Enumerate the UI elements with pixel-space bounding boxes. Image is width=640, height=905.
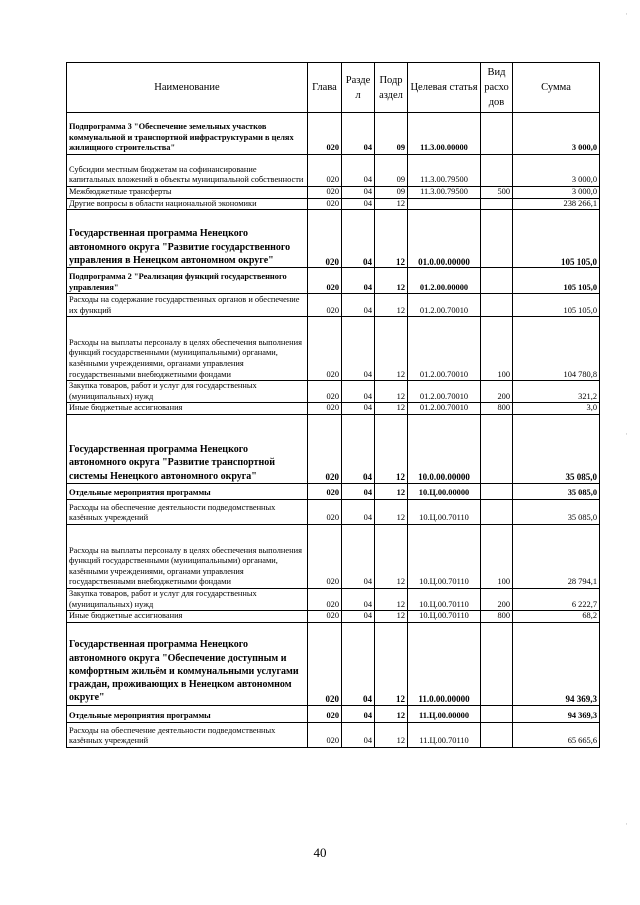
cell-type: 100 [481, 317, 513, 381]
header-sum: Сумма [513, 63, 600, 113]
cell-sum: 65 665,6 [513, 722, 600, 747]
cell-section: 04 [342, 187, 375, 199]
cell-type [481, 113, 513, 155]
cell-type [481, 210, 513, 268]
cell-subsection: 12 [375, 414, 408, 483]
cell-subsection: 09 [375, 113, 408, 155]
table-row [67, 722, 600, 747]
cell-type [481, 722, 513, 747]
cell-chapter: 020 [308, 499, 342, 524]
cell-name: Подпрограмма 2 "Реализация функций государственного управления" [67, 268, 308, 294]
cell-sum: 3 000,0 [513, 155, 600, 187]
cell-type [481, 483, 513, 499]
table-row [67, 381, 600, 403]
cell-type: 800 [481, 611, 513, 623]
header-type: Вид расхо дов [481, 63, 513, 113]
cell-sum: 3,0 [513, 403, 600, 415]
cell-subsection: 12 [375, 294, 408, 317]
table-row [67, 294, 600, 317]
cell-subsection: 12 [375, 705, 408, 722]
cell-subsection: 12 [375, 588, 408, 610]
cell-subsection: 12 [375, 198, 408, 210]
cell-sum: 105 105,0 [513, 210, 600, 268]
cell-type: 200 [481, 381, 513, 403]
cell-section: 04 [342, 113, 375, 155]
cell-type [481, 499, 513, 524]
table-row [67, 611, 600, 623]
cell-section: 04 [342, 210, 375, 268]
header-target: Целевая статья [408, 63, 481, 113]
cell-name: Расходы на выплаты персоналу в целях обеспечения выполнения функций государственными (муниципальными) органами, казёнными учреждениями, органами управления государственными внебюджетными фондами [67, 524, 308, 588]
header-row [67, 63, 600, 113]
cell-section: 04 [342, 155, 375, 187]
cell-type [481, 198, 513, 210]
cell-name: Иные бюджетные ассигнования [67, 611, 308, 623]
scan-mark: · [625, 430, 628, 440]
cell-chapter: 020 [308, 588, 342, 610]
cell-name: Межбюджетные трансферты [67, 187, 308, 199]
scan-mark: · [625, 820, 628, 830]
cell-chapter: 020 [308, 155, 342, 187]
cell-type [481, 622, 513, 705]
table-row [67, 524, 600, 588]
cell-target: 11.3.00.00000 [408, 113, 481, 155]
cell-subsection: 12 [375, 611, 408, 623]
cell-type [481, 268, 513, 294]
cell-chapter: 020 [308, 381, 342, 403]
cell-target: 10.Ц.00.70110 [408, 611, 481, 623]
cell-target: 10.Ц.00.70110 [408, 524, 481, 588]
cell-type: 800 [481, 403, 513, 415]
cell-sum: 35 085,0 [513, 499, 600, 524]
header-subsection: Подр аздел [375, 63, 408, 113]
cell-chapter: 020 [308, 210, 342, 268]
table-row [67, 414, 600, 483]
cell-target: 10.Ц.00.00000 [408, 483, 481, 499]
cell-section: 04 [342, 722, 375, 747]
cell-sum: 105 105,0 [513, 294, 600, 317]
cell-section: 04 [342, 483, 375, 499]
cell-sum: 3 000,0 [513, 113, 600, 155]
table-row [67, 317, 600, 381]
cell-section: 04 [342, 198, 375, 210]
cell-chapter: 020 [308, 317, 342, 381]
cell-target: 01.2.00.70010 [408, 294, 481, 317]
cell-chapter: 020 [308, 705, 342, 722]
cell-section: 04 [342, 317, 375, 381]
cell-section: 04 [342, 414, 375, 483]
header-chapter: Глава [308, 63, 342, 113]
table-row [67, 622, 600, 705]
table-row [67, 268, 600, 294]
cell-name: Отдельные мероприятия программы [67, 705, 308, 722]
cell-target: 01.0.00.00000 [408, 210, 481, 268]
cell-subsection: 12 [375, 210, 408, 268]
cell-target: 11.Ц.00.70110 [408, 722, 481, 747]
header-name: Наименование [67, 63, 308, 113]
page-number: 40 [313, 845, 327, 860]
cell-section: 04 [342, 403, 375, 415]
cell-section: 04 [342, 705, 375, 722]
table-row [67, 403, 600, 415]
cell-type: 500 [481, 187, 513, 199]
cell-type [481, 294, 513, 317]
cell-chapter: 020 [308, 483, 342, 499]
cell-sum: 6 222,7 [513, 588, 600, 610]
cell-name: Государственная программа Ненецкого автономного округа "Развитие транспортной системы Ненецкого автономного округа" [67, 414, 308, 483]
cell-name: Другие вопросы в области национальной экономики [67, 198, 308, 210]
cell-subsection: 12 [375, 722, 408, 747]
cell-name: Расходы на обеспечение деятельности подведомственных казённых учреждений [67, 499, 308, 524]
cell-section: 04 [342, 294, 375, 317]
table-body [67, 113, 600, 748]
table-row [67, 210, 600, 268]
cell-subsection: 12 [375, 483, 408, 499]
cell-name: Закупка товаров, работ и услуг для государственных (муниципальных) нужд [67, 588, 308, 610]
cell-chapter: 020 [308, 198, 342, 210]
cell-section: 04 [342, 381, 375, 403]
cell-target: 01.2.00.70010 [408, 403, 481, 415]
cell-target: 01.2.00.00000 [408, 268, 481, 294]
cell-subsection: 12 [375, 317, 408, 381]
cell-chapter: 020 [308, 113, 342, 155]
cell-subsection: 09 [375, 187, 408, 199]
cell-target: 10.Ц.00.70110 [408, 499, 481, 524]
cell-chapter: 020 [308, 622, 342, 705]
cell-sum: 238 266,1 [513, 198, 600, 210]
cell-target: 01.2.00.70010 [408, 381, 481, 403]
cell-type: 100 [481, 524, 513, 588]
cell-sum: 321,2 [513, 381, 600, 403]
cell-subsection: 09 [375, 155, 408, 187]
cell-subsection: 12 [375, 403, 408, 415]
cell-type [481, 414, 513, 483]
cell-name: Расходы на обеспечение деятельности подведомственных казённых учреждений [67, 722, 308, 747]
cell-target: 11.3.00.79500 [408, 155, 481, 187]
cell-sum: 94 369,3 [513, 622, 600, 705]
cell-chapter: 020 [308, 403, 342, 415]
cell-target: 10.Ц.00.70110 [408, 588, 481, 610]
table-row [67, 155, 600, 187]
cell-target: 11.3.00.79500 [408, 187, 481, 199]
cell-sum: 104 780,8 [513, 317, 600, 381]
cell-sum: 35 085,0 [513, 414, 600, 483]
table-row [67, 483, 600, 499]
cell-target: 11.Ц.00.00000 [408, 705, 481, 722]
table-row [67, 705, 600, 722]
scan-mark: · [625, 10, 628, 20]
cell-type: 200 [481, 588, 513, 610]
cell-name: Расходы на выплаты персоналу в целях обеспечения выполнения функций государственными (муниципальными) органами, казёнными учреждениями, органами управления государственными внебюджетными фондами [67, 317, 308, 381]
cell-subsection: 12 [375, 622, 408, 705]
cell-section: 04 [342, 611, 375, 623]
cell-section: 04 [342, 268, 375, 294]
cell-target [408, 198, 481, 210]
cell-subsection: 12 [375, 268, 408, 294]
cell-chapter: 020 [308, 294, 342, 317]
cell-name: Субсидии местным бюджетам на софинансирование капитальных вложений в объекты муниципальной собственности [67, 155, 308, 187]
cell-chapter: 020 [308, 524, 342, 588]
cell-type [481, 705, 513, 722]
cell-sum: 105 105,0 [513, 268, 600, 294]
cell-name: Расходы на содержание государственных органов и обеспечение их функций [67, 294, 308, 317]
cell-type [481, 155, 513, 187]
cell-name: Закупка товаров, работ и услуг для государственных (муниципальных) нужд [67, 381, 308, 403]
cell-target: 10.0.00.00000 [408, 414, 481, 483]
cell-sum: 94 369,3 [513, 705, 600, 722]
cell-name: Государственная программа Ненецкого автономного округа "Развитие государственного управления в Ненецком автономном округе" [67, 210, 308, 268]
cell-target: 11.0.00.00000 [408, 622, 481, 705]
cell-sum: 68,2 [513, 611, 600, 623]
table-row [67, 113, 600, 155]
cell-sum: 28 794,1 [513, 524, 600, 588]
cell-section: 04 [342, 588, 375, 610]
cell-target: 01.2.00.70010 [408, 317, 481, 381]
cell-chapter: 020 [308, 611, 342, 623]
header-section: Разде л [342, 63, 375, 113]
cell-sum: 35 085,0 [513, 483, 600, 499]
table-row [67, 198, 600, 210]
cell-section: 04 [342, 499, 375, 524]
table-row [67, 588, 600, 610]
cell-sum: 3 000,0 [513, 187, 600, 199]
cell-chapter: 020 [308, 187, 342, 199]
cell-subsection: 12 [375, 381, 408, 403]
cell-name: Отдельные мероприятия программы [67, 483, 308, 499]
cell-chapter: 020 [308, 722, 342, 747]
budget-table [66, 62, 600, 748]
cell-chapter: 020 [308, 268, 342, 294]
cell-subsection: 12 [375, 499, 408, 524]
table-row [67, 499, 600, 524]
cell-section: 04 [342, 622, 375, 705]
cell-name: Подпрограмма 3 "Обеспечение земельных участков коммунальной и транспортной инфраструктурами в целях жилищного строительства" [67, 113, 308, 155]
cell-name: Иные бюджетные ассигнования [67, 403, 308, 415]
cell-subsection: 12 [375, 524, 408, 588]
cell-chapter: 020 [308, 414, 342, 483]
cell-section: 04 [342, 524, 375, 588]
cell-name: Государственная программа Ненецкого автономного округа "Обеспечение доступным и комфортным жильём и коммунальными услугами граждан, проживающих в Ненецком автономном округе" [67, 622, 308, 705]
table-row [67, 187, 600, 199]
